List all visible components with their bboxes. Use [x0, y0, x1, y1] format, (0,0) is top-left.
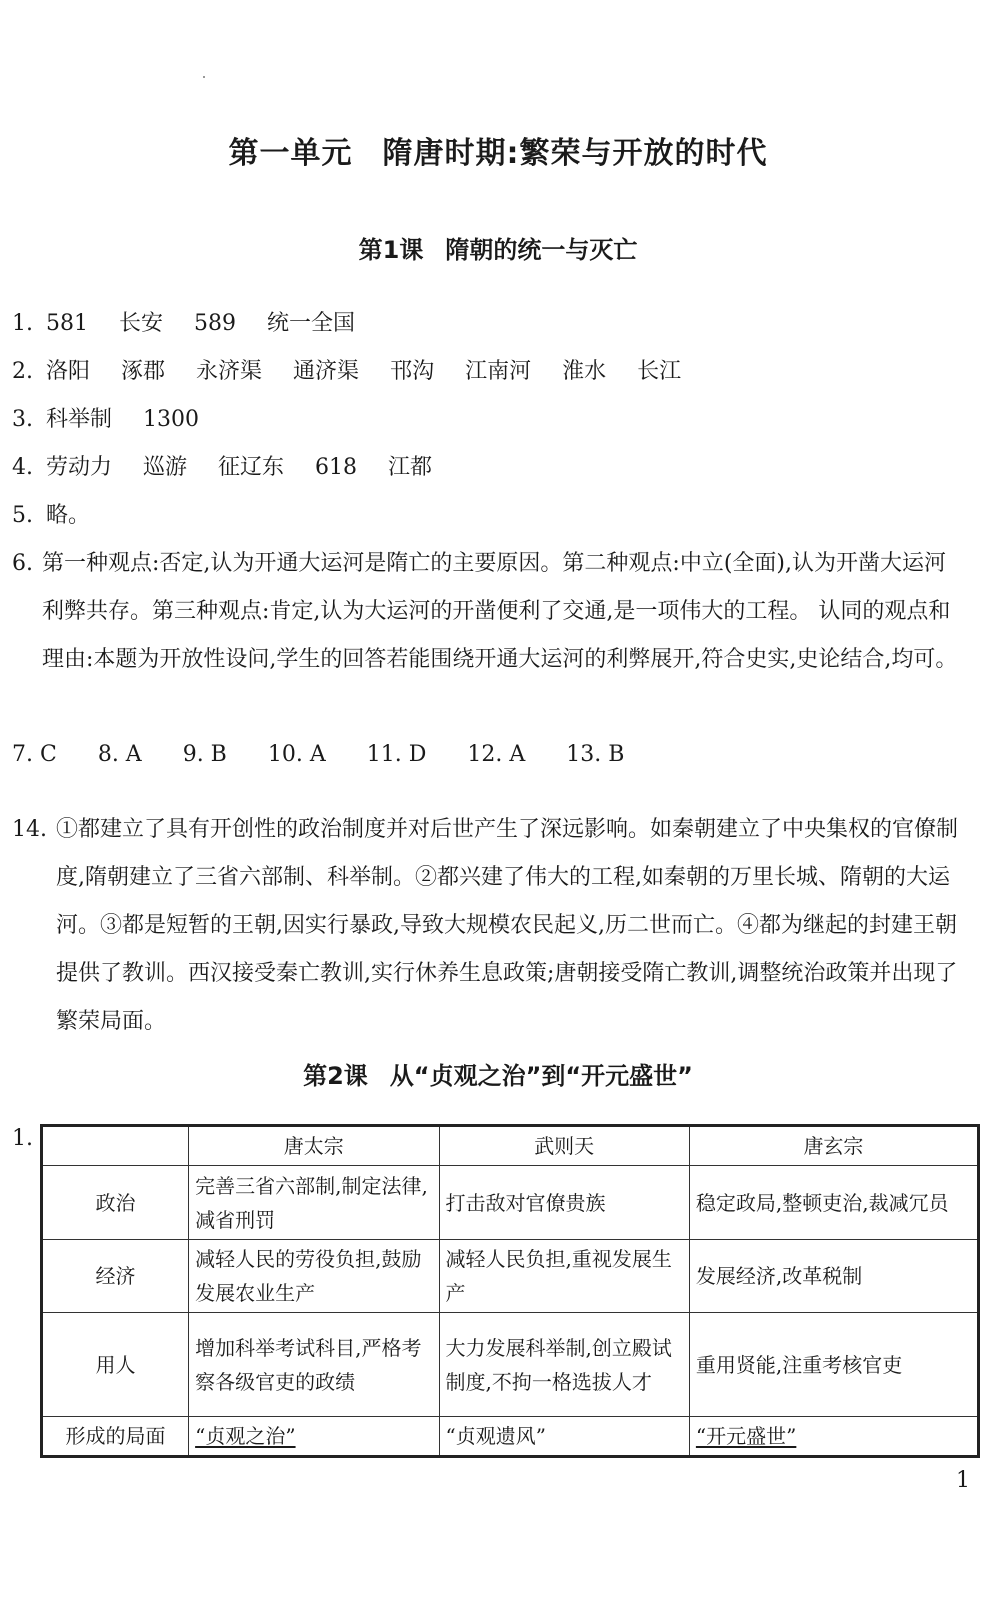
emperors-comparison-table	[40, 1124, 980, 1458]
table-row	[42, 1313, 979, 1417]
table-cell: 增加科举考试科目,严格考察各级官吏的政绩	[189, 1313, 439, 1417]
table-row	[42, 1240, 979, 1313]
lesson1-multiple-choice: 7. C 8. A 9. B 10. A 11. D 12. A 13. B	[12, 742, 625, 767]
table-cell: 减轻人民负担,重视发展生产	[439, 1240, 689, 1313]
unit-title-text: 隋唐时期:繁荣与开放的时代	[382, 136, 768, 171]
lesson1-q2: 2. 洛阳 涿郡 永济渠 通济渠 邗沟 江南河 淮水 长江	[12, 359, 682, 384]
lesson1-q14: 14. ①都建立了具有开创性的政治制度并对后世产生了深远影响。如秦朝建立了中央集权的官僚制度,隋朝建立了三省六部制、科举制。②都兴建了伟大的工程,如秦朝的万里长城、隋朝的大运河。③都是短暂的王朝,因实行暴政,导致大规模农民起义,历二世而亡。④都为继起的封建王朝提供了教训。西汉接受秦亡教训,实行休养生息政策;唐朝接受隋亡教训,调整统治政策并出现了繁荣局面。	[12, 817, 959, 1034]
lesson1-q6: 6. 第一种观点:否定,认为开通大运河是隋亡的主要原因。第二种观点:中立(全面),认为开凿大运河利弊共存。第三种观点:肯定,认为大运河的开凿便利了交通,是一项伟大的工程。 认同的观点和理由:本题为开放性设问,学生的回答若能围绕开通大运河的利弊展开,符合史实,史论结合,均可。	[12, 551, 958, 672]
unit-title-number: 第一单元	[228, 136, 353, 171]
table-cell: 大力发展科举制,创立殿试制度,不拘一格选拔人才	[439, 1313, 689, 1417]
table-cell: 重用贤能,注重考核官吏	[689, 1313, 978, 1417]
unit-title	[0, 128, 996, 172]
table-header-cell: 唐玄宗	[689, 1126, 978, 1166]
lesson1-q5: 5. 略。	[12, 503, 91, 528]
lesson1-title	[0, 230, 996, 265]
lesson1-number: 第1课	[358, 236, 424, 264]
table-header-cell: 武则天	[439, 1126, 689, 1166]
lesson2-q1-number: 1.	[12, 1126, 33, 1151]
table-header-cell: 唐太宗	[189, 1126, 439, 1166]
table-cell: 完善三省六部制,制定法律,减省刑罚	[189, 1166, 439, 1240]
lesson2-text: 从“贞观之治”到“开元盛世”	[389, 1062, 693, 1090]
row-label: 形成的局面	[42, 1417, 189, 1457]
lesson1-q1: 1. 581 长安 589 统一全国	[12, 311, 356, 336]
page-number: 1	[956, 1468, 970, 1493]
table-row	[42, 1166, 979, 1240]
lesson2-number: 第2课	[303, 1062, 368, 1090]
table-row	[42, 1417, 979, 1457]
speck	[203, 76, 205, 78]
table-cell: 打击敌对官僚贵族	[439, 1166, 689, 1240]
lesson1-q3: 3. 科举制 1300	[12, 407, 200, 432]
table-cell: 发展经济,改革税制	[689, 1240, 978, 1313]
lesson1-q4: 4. 劳动力 巡游 征辽东 618 江都	[12, 455, 433, 480]
table-cell: 减轻人民的劳役负担,鼓励发展农业生产	[189, 1240, 439, 1313]
table-cell: “开元盛世”	[689, 1417, 978, 1457]
table-header-row	[42, 1126, 979, 1166]
table-cell: “贞观遗风”	[439, 1417, 689, 1457]
lesson2-title	[0, 1056, 996, 1091]
row-label: 经济	[42, 1240, 189, 1313]
row-label: 政治	[42, 1166, 189, 1240]
table-header-cell	[42, 1126, 189, 1166]
table-cell: 稳定政局,整顿吏治,裁减冗员	[689, 1166, 978, 1240]
table-cell: “贞观之治”	[189, 1417, 439, 1457]
lesson1-text: 隋朝的统一与灭亡	[445, 236, 638, 264]
row-label: 用人	[42, 1313, 189, 1417]
